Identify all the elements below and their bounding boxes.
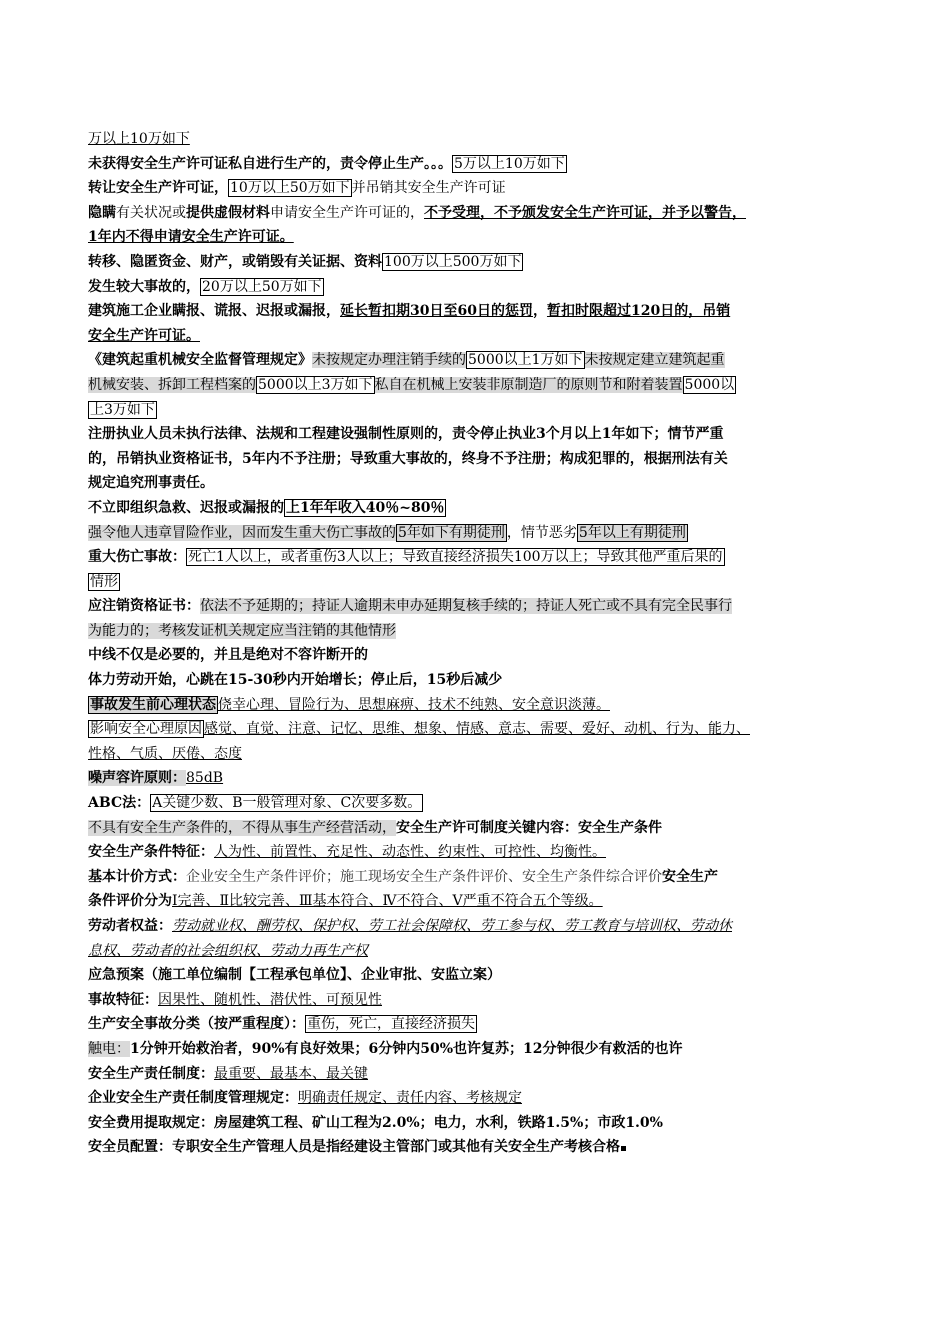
text-line bbox=[88, 348, 862, 373]
text-line bbox=[88, 840, 862, 865]
definition-text: 劳动就业权、酬劳权、保护权、劳工社会保障权、劳工参与权、劳工教育与培训权、劳动休 bbox=[172, 918, 732, 934]
text-line bbox=[88, 643, 862, 668]
regulation-title: 《建筑起重机械安全监督管理规定》 bbox=[88, 352, 312, 369]
term-label: 重大伤亡事故： bbox=[88, 549, 186, 566]
definition-box: 死亡1人以上，或者重伤3人以上；导致直接经济损失100万以上；导致其他严重后果的 bbox=[188, 549, 723, 566]
text-line bbox=[88, 176, 862, 201]
text-line bbox=[88, 914, 862, 939]
penalty-text: 暂扣时限超过120日的，吊销 bbox=[546, 303, 731, 320]
text-line bbox=[88, 127, 862, 152]
penalty-box: 5年以上有期徒刑 bbox=[578, 524, 686, 541]
text-line bbox=[88, 1111, 862, 1136]
highlight-text: 未按规定建立建筑起重 bbox=[584, 352, 725, 369]
term-label: 条件评价分为 bbox=[88, 893, 172, 910]
fine-box: 20万以上50万如下 bbox=[202, 278, 322, 295]
rule-text: ， bbox=[532, 303, 547, 320]
text-line bbox=[88, 545, 862, 570]
definition-text: 1分钟开始救治者，90%有良好效果；6分钟内50%也许复苏；12分钟很少有救活的也许 bbox=[130, 1040, 683, 1057]
fine-box: 上3万如下 bbox=[90, 401, 155, 418]
text-line bbox=[88, 324, 862, 349]
text-line bbox=[88, 791, 862, 816]
fine-box: 10万以上50万如下 bbox=[230, 180, 350, 197]
penalty-box: 5年如下有期徒刑 bbox=[398, 524, 505, 541]
text-line bbox=[88, 742, 862, 767]
penalty-text: 不予受理，不予颁发安全生产许可证，并予以警告， bbox=[424, 204, 746, 221]
rule-text: 不立即组织急救、迟报或漏报的 bbox=[88, 499, 284, 516]
rule-text: 有关状况或 bbox=[116, 204, 186, 221]
highlight-text: 机械安装、拆卸工程档案的 bbox=[88, 376, 256, 393]
text-line bbox=[88, 1135, 862, 1160]
definition-text: 企业安全生产条件评价；施工现场安全生产条件评价、安全生产条件综合评价 bbox=[186, 868, 662, 885]
fine-range: 万以上10万如下 bbox=[88, 131, 190, 147]
fine-box: 100万以上500万如下 bbox=[384, 253, 522, 270]
rule-text: 转让安全生产许可证， bbox=[88, 180, 228, 197]
text-line bbox=[88, 152, 862, 177]
rule-text: 规定追究刑事责任。 bbox=[88, 475, 214, 492]
rule-text: 发生较大事故的， bbox=[88, 278, 200, 295]
rule-text: 体力劳动开始，心跳在15-30秒内开始增长；停止后，15秒后减少 bbox=[88, 672, 503, 689]
definition-text: 因果性、随机性、潜伏性、可预见性 bbox=[158, 991, 382, 1008]
term-box: 影响安全心理原因 bbox=[90, 721, 202, 738]
text-line bbox=[88, 693, 862, 718]
highlight-text: 不具有安全生产条件的，不得从事生产经营活动， bbox=[88, 819, 396, 836]
term-label: 触电： bbox=[88, 1040, 130, 1057]
text-line bbox=[88, 373, 862, 398]
text-line bbox=[88, 398, 862, 423]
text-line bbox=[88, 1012, 862, 1037]
text-line bbox=[88, 422, 862, 447]
text-line bbox=[88, 939, 862, 964]
rule-text: 未获得安全生产许可证私自进行生产的，责令停止生产。。。 bbox=[88, 155, 452, 172]
rule-text: 并吊销其安全生产许可证 bbox=[351, 180, 506, 197]
rule-text: 中线不仅是必要的，并且是绝对不容许断开的 bbox=[88, 647, 368, 664]
text-line bbox=[88, 717, 862, 742]
term-label: 噪声容许原则： bbox=[88, 770, 186, 787]
fine-box: 5000以上3万如下 bbox=[258, 376, 373, 393]
definition-text: 85dB bbox=[186, 770, 224, 787]
text-line bbox=[88, 1062, 862, 1087]
text-line bbox=[88, 988, 862, 1013]
text-line bbox=[88, 225, 862, 250]
text-line bbox=[88, 619, 862, 644]
text-line bbox=[88, 1037, 862, 1062]
text-line bbox=[88, 201, 862, 226]
definition-box: 重伤，死亡，直接经济损失 bbox=[307, 1016, 475, 1033]
penalty-text: 延长暂扣期30日至60日的惩罚 bbox=[340, 303, 533, 320]
term-label: 安全生产责任制度： bbox=[88, 1065, 214, 1082]
definition-text: 感觉、直觉、注意、记忆、思维、想象、情感、意志、需要、爱好、动机、行为、能力、 bbox=[204, 721, 750, 738]
term-label: 基本计价方式： bbox=[88, 868, 186, 885]
highlight-text: 依法不予延期的；持证人逾期未申办延期复核手续的；持证人死亡或不具有完全民事行 bbox=[200, 598, 732, 615]
rule-text: 的，吊销执业资格证书，5年内不予注册；导致重大事故的，终身不予注册；构成犯罪的，根据刑法有关 bbox=[88, 450, 728, 467]
term-label: ABC法： bbox=[88, 795, 151, 812]
highlight-text: 强令他人违章冒险作业，因而发生重大伤亡事故的 bbox=[88, 524, 396, 541]
definition-box: 情形 bbox=[90, 573, 118, 590]
text-line bbox=[88, 447, 862, 472]
rule-text: 提供虚假材料 bbox=[186, 204, 270, 221]
penalty-text: 1年内不得申请安全生产许可证。 bbox=[88, 229, 294, 246]
text-line bbox=[88, 250, 862, 275]
term-label: 事故特征： bbox=[88, 991, 158, 1008]
fine-box: 5万以上10万如下 bbox=[454, 155, 565, 172]
term-label: 企业安全生产责任制度管理规定： bbox=[88, 1090, 298, 1107]
text-line bbox=[88, 275, 862, 300]
fine-box: 5000以上1万如下 bbox=[468, 352, 583, 369]
definition-text: Ⅰ完善、Ⅱ比较完善、Ⅲ基本符合、Ⅳ不符合、Ⅴ严重不符合 bbox=[172, 893, 533, 910]
text-line bbox=[88, 299, 862, 324]
definition-text: 明确责任规定、责任内容、考核规定 bbox=[298, 1090, 522, 1107]
text-line bbox=[88, 594, 862, 619]
definition-text: 侥幸心理、冒险行为、思想麻痹、技术不纯熟、安全意识淡薄。 bbox=[218, 696, 610, 713]
text-line bbox=[88, 766, 862, 791]
definition-text: 人为性、前置性、充足性、动态性、约束性、可控性、均衡性。 bbox=[214, 844, 606, 861]
term-label: 安全生产 bbox=[662, 868, 718, 885]
term-label: 生产安全事故分类（按严重程度）： bbox=[88, 1016, 305, 1033]
definition-text: 最重要、最基本、最关键 bbox=[214, 1065, 368, 1082]
highlight-text: 为能力的；考核发证机关规定应当注销的其他情形 bbox=[88, 622, 396, 639]
text-line bbox=[88, 963, 862, 988]
term-label: 安全生产条件特征： bbox=[88, 844, 214, 861]
term-label: 应注销资格证书： bbox=[88, 598, 200, 615]
highlight-text: 私自在机械上安装非原制造厂的原则节和附着装置 bbox=[374, 376, 683, 393]
text-line bbox=[88, 570, 862, 595]
text-line bbox=[88, 521, 862, 546]
end-mark-icon bbox=[621, 1146, 626, 1151]
fine-box: 上1年年收入40％~80％ bbox=[286, 499, 445, 516]
definition-text: 息权、劳动者的社会组织权、劳动力再生产权 bbox=[88, 942, 368, 959]
definition-text: 性格、气质、厌倦、态度 bbox=[88, 745, 242, 762]
text-line bbox=[88, 816, 862, 841]
text-line bbox=[88, 889, 862, 914]
rule-text: 安全员配置：专职安全生产管理人员是指经建设主管部门或其他有关安全生产考核合格 bbox=[88, 1139, 620, 1156]
text-line bbox=[88, 496, 862, 521]
text-line bbox=[88, 471, 862, 496]
rule-text: 安全费用提取规定：房屋建筑工程、矿山工程为2.0%；电力，水利，铁路1.5%；市政1.0% bbox=[88, 1114, 663, 1131]
definition-box: A关键少数、B一般管理对象、C次要多数。 bbox=[152, 795, 422, 812]
definition-text: 五个等级。 bbox=[532, 893, 603, 910]
fine-box: 5000以 bbox=[684, 376, 735, 393]
penalty-text: 安全生产许可证。 bbox=[88, 327, 200, 344]
rule-text: 安全生产许可制度关键内容：安全生产条件 bbox=[396, 819, 662, 836]
rule-text: 转移、隐匿资金、财产，或销毁有关证据、资料 bbox=[88, 253, 382, 270]
text-line bbox=[88, 668, 862, 693]
text-line bbox=[88, 1086, 862, 1111]
term-box: 事故发生前心理状态 bbox=[90, 696, 216, 713]
rule-text: 申请安全生产许可证的， bbox=[270, 204, 424, 221]
text-line bbox=[88, 865, 862, 890]
rule-text: ，情节恶劣 bbox=[506, 524, 577, 541]
rule-text: 应急预案（施工单位编制【工程承包单位】、企业审批、安监立案） bbox=[88, 967, 501, 984]
rule-text: 隐瞒 bbox=[88, 204, 116, 221]
term-label: 劳动者权益： bbox=[88, 918, 172, 934]
rule-text: 建筑施工企业瞒报、谎报、迟报或漏报， bbox=[88, 303, 340, 320]
highlight-text: 未按规定办理注销手续的 bbox=[312, 352, 466, 369]
rule-text: 注册执业人员未执行法律、法规和工程建设强制性原则的，责令停止执业3个月以上1年如下；情节严重 bbox=[88, 426, 724, 443]
